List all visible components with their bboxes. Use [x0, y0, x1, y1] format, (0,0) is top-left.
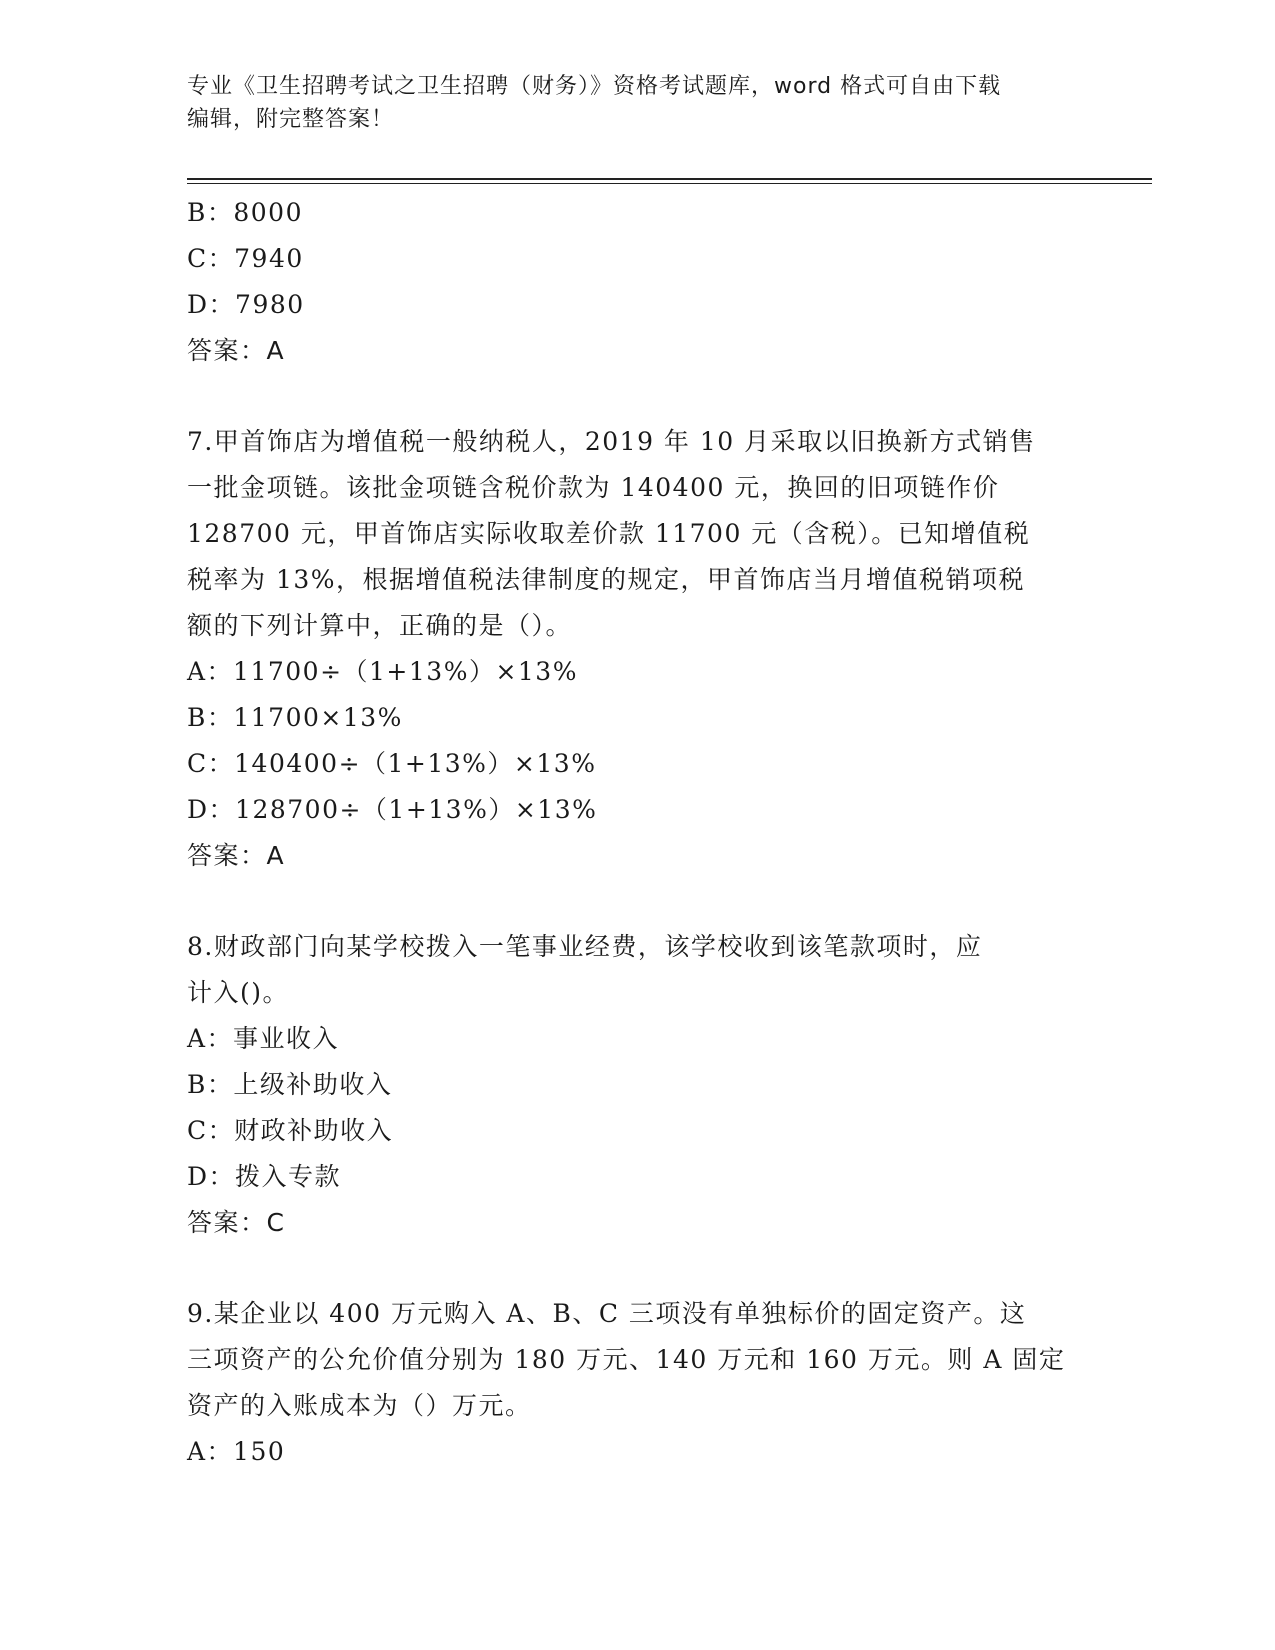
- option-c: C：财政补助收入: [187, 1116, 394, 1145]
- question-8-block: [187, 924, 1087, 1246]
- spacer: [187, 374, 1087, 419]
- question-stem-line: 额的下列计算中，正确的是（）。: [187, 611, 573, 640]
- option-c: C：140400÷（1+13%）×13%: [187, 749, 597, 778]
- question-stem-line: 8.财政部门向某学校拨入一笔事业经费，该学校收到该笔款项时，应: [187, 932, 983, 961]
- option-d: D：128700÷（1+13%）×13%: [187, 795, 598, 824]
- question-stem-line: 一批金项链。该批金项链含税价款为 140400 元，换回的旧项链作价: [187, 473, 1000, 502]
- option-a: A：150: [187, 1437, 286, 1466]
- question-stem-line: 7.甲首饰店为增值税一般纳税人，2019 年 10 月采取以旧换新方式销售: [187, 427, 1036, 456]
- prev-question-block: [187, 190, 1087, 374]
- option-a: A：11700÷（1+13%）×13%: [187, 657, 578, 686]
- spacer: [187, 879, 1087, 924]
- header-divider-thick: [187, 178, 1152, 180]
- question-content: [187, 190, 1087, 1475]
- question-stem-line: 税率为 13%，根据增值税法律制度的规定，甲首饰店当月增值税销项税: [187, 565, 1026, 594]
- header-divider-thin: [187, 183, 1152, 184]
- option-d: D：拨入专款: [187, 1162, 342, 1191]
- spacer: [187, 1246, 1087, 1291]
- option-b: B：11700×13%: [187, 703, 403, 732]
- question-9-block: [187, 1291, 1087, 1475]
- question-stem-line: 资产的入账成本为（）万元。: [187, 1391, 532, 1420]
- header-line-1: 专业《卫生招聘考试之卫生招聘（财务）》资格考试题库，word 格式可自由下载: [187, 74, 1002, 99]
- answer-line: 答案：C: [187, 1208, 286, 1237]
- option-b: B：8000: [187, 198, 303, 227]
- question-7-block: [187, 419, 1087, 879]
- option-b: B：上级补助收入: [187, 1070, 393, 1099]
- answer-line: 答案：A: [187, 841, 286, 870]
- option-c: C：7940: [187, 244, 304, 273]
- document-header: [187, 70, 1067, 136]
- answer-line: 答案：A: [187, 336, 286, 365]
- question-stem-line: 128700 元，甲首饰店实际收取差价款 11700 元（含税）。已知增值税: [187, 519, 1031, 548]
- option-d: D：7980: [187, 290, 305, 319]
- option-a: A：事业收入: [187, 1024, 340, 1053]
- question-stem-line: 9.某企业以 400 万元购入 A、B、C 三项没有单独标价的固定资产。这: [187, 1299, 1027, 1328]
- question-stem-line: 三项资产的公允价值分别为 180 万元、140 万元和 160 万元。则 A 固定: [187, 1345, 1066, 1374]
- header-line-2: 编辑，附完整答案！: [187, 107, 395, 132]
- question-stem-line: 计入()。: [187, 978, 290, 1007]
